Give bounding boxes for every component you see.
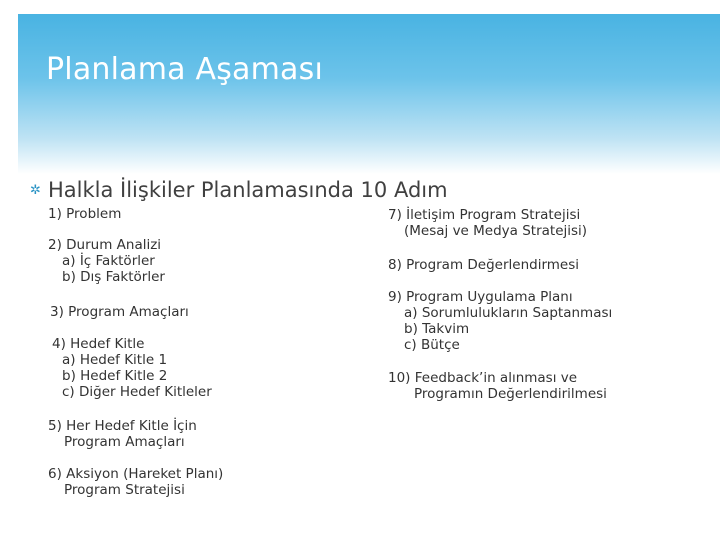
step-6-line-1: 6) Aksiyon (Hareket Planı) <box>48 466 224 482</box>
step-1-text: 1) Problem <box>48 206 122 222</box>
step-9-title: 9) Program Uygulama Planı <box>388 289 573 305</box>
step-8 <box>388 257 579 273</box>
step-4-sub-a: a) Hedef Kitle 1 <box>62 352 168 368</box>
step-2-title: 2) Durum Analizi <box>48 237 162 253</box>
step-4-sub-b: b) Hedef Kitle 2 <box>62 368 168 384</box>
step-2 <box>48 237 165 285</box>
step-5-line-1: 5) Her Hedef Kitle İçin <box>48 418 197 434</box>
step-9 <box>388 289 612 353</box>
step-9-sub-b: b) Takvim <box>404 321 470 337</box>
step-3-text: 3) Program Amaçları <box>50 304 189 320</box>
step-7-line-1: 7) İletişim Program Stratejisi <box>388 207 581 223</box>
step-4 <box>52 336 212 400</box>
step-3 <box>50 304 189 320</box>
step-9-sub-a: a) Sorumlulukların Saptanması <box>404 305 613 321</box>
title-band <box>18 14 720 174</box>
step-6 <box>48 466 223 498</box>
step-6-line-2: Program Stratejisi <box>64 482 185 498</box>
step-10-line-1: 10) Feedback’in alınması ve <box>388 370 578 386</box>
step-10 <box>388 370 607 402</box>
section-heading: Halkla İlişkiler Planlamasında 10 Adım <box>48 178 448 202</box>
step-1 <box>48 206 121 222</box>
step-2-sub-b: b) Dış Faktörler <box>62 269 165 285</box>
step-2-sub-a: a) İç Faktörler <box>62 253 155 269</box>
step-7-line-2: (Mesaj ve Medya Stratejisi) <box>404 223 588 239</box>
step-5-line-2: Program Amaçları <box>64 434 185 450</box>
step-4-sub-c: c) Diğer Hedef Kitleler <box>62 384 212 400</box>
step-5 <box>48 418 197 450</box>
step-8-text: 8) Program Değerlendirmesi <box>388 257 580 273</box>
step-7 <box>388 207 587 239</box>
asterisk-bullet-icon: ✲ <box>30 182 41 198</box>
step-10-line-2: Programın Değerlendirilmesi <box>414 386 607 402</box>
slide-title: Planlama Aşaması <box>46 52 323 87</box>
step-4-title: 4) Hedef Kitle <box>52 336 145 352</box>
step-9-sub-c: c) Bütçe <box>404 337 460 353</box>
main-bullet <box>30 178 448 202</box>
